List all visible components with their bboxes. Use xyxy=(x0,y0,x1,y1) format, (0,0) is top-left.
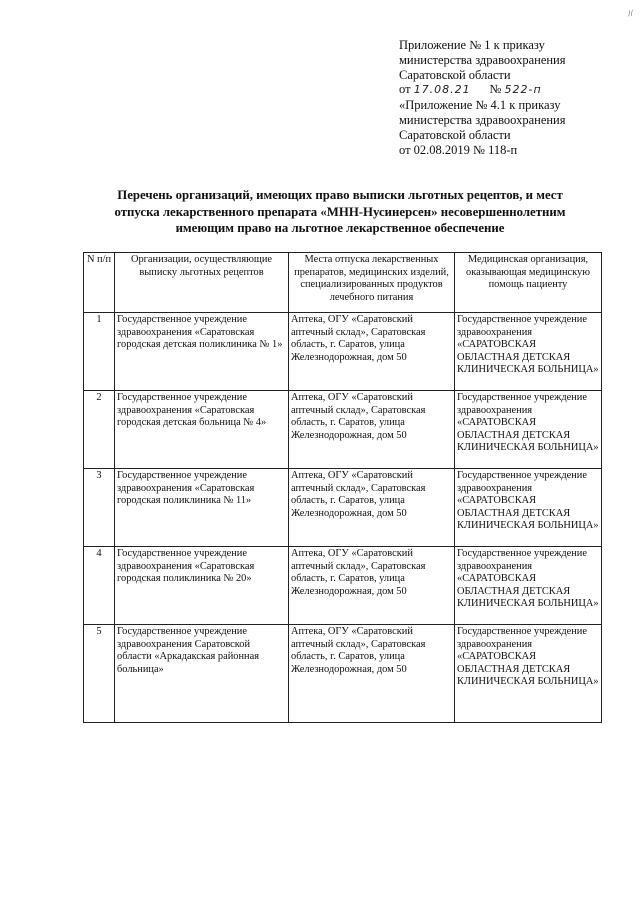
row-medical-org: Государственное учреждение здравоохранения «САРАТОВСКАЯ ОБЛАСТНАЯ ДЕТСКАЯ КЛИНИЧЕСКАЯ БОЛЬНИЦА» xyxy=(455,625,602,723)
organizations-table xyxy=(83,252,602,723)
order-header xyxy=(399,38,629,157)
title-line-3: имеющим право на льготное лекарственное обеспечение xyxy=(175,221,505,235)
table-row xyxy=(84,391,602,469)
header-line-7: Саратовской области xyxy=(399,127,511,142)
table-row xyxy=(84,625,602,723)
ot-label: от xyxy=(399,82,411,97)
header-medical-organization: Медицинская организация, оказывающая медицинскую помощь пациенту xyxy=(455,253,602,313)
title-line-2: отпуска лекарственного препарата «МНН-Нусинерсен» несовершеннолетним xyxy=(114,204,566,219)
row-number: 4 xyxy=(84,547,115,625)
handwritten-date: 17.08.21 xyxy=(413,83,471,97)
header-number: N п/п xyxy=(84,253,115,313)
header-date-line xyxy=(399,82,629,98)
no-label: № xyxy=(489,82,502,97)
table-header-row xyxy=(84,253,602,313)
row-medical-org: Государственное учреждение здравоохранения «САРАТОВСКАЯ ОБЛАСТНАЯ ДЕТСКАЯ КЛИНИЧЕСКАЯ БОЛЬНИЦА» xyxy=(455,469,602,547)
row-place: Аптека, ОГУ «Саратовский аптечный склад», Саратовская область, г. Саратов, улица Железнодорожная, дом 50 xyxy=(289,313,455,391)
row-number: 3 xyxy=(84,469,115,547)
row-place: Аптека, ОГУ «Саратовский аптечный склад», Саратовская область, г. Саратов, улица Железнодорожная, дом 50 xyxy=(289,391,455,469)
header-line-6: министерства здравоохранения xyxy=(399,112,566,127)
row-organization: Государственное учреждение здравоохранения «Саратовская городская поликлиника № 11» xyxy=(115,469,289,547)
row-medical-org: Государственное учреждение здравоохранения «САРАТОВСКАЯ ОБЛАСТНАЯ ДЕТСКАЯ КЛИНИЧЕСКАЯ БОЛЬНИЦА» xyxy=(455,547,602,625)
header-line-3: Саратовской области xyxy=(399,67,511,82)
table-row xyxy=(84,313,602,391)
row-number: 2 xyxy=(84,391,115,469)
row-number: 1 xyxy=(84,313,115,391)
header-line-1: Приложение № 1 к приказу xyxy=(399,38,545,52)
row-organization: Государственное учреждение здравоохранения «Саратовская городская детская поликлиника № 1» xyxy=(115,313,289,391)
handwritten-number: 522-п xyxy=(504,83,542,97)
row-place: Аптека, ОГУ «Саратовский аптечный склад», Саратовская область, г. Саратов, улица Железнодорожная, дом 50 xyxy=(289,547,455,625)
row-organization: Государственное учреждение здравоохранения «Саратовская городская поликлиника № 20» xyxy=(115,547,289,625)
row-place: Аптека, ОГУ «Саратовский аптечный склад», Саратовская область, г. Саратов, улица Железнодорожная, дом 50 xyxy=(289,625,455,723)
header-line-8: от 02.08.2019 № 118-п xyxy=(399,142,518,157)
row-place: Аптека, ОГУ «Саратовский аптечный склад», Саратовская область, г. Саратов, улица Железнодорожная, дом 50 xyxy=(289,469,455,547)
header-line-2: министерства здравоохранения xyxy=(399,52,566,67)
table-row xyxy=(84,469,602,547)
header-dispensing-places: Места отпуска лекарственных препаратов, медицинских изделий, специализированных продуктов лечебного питания xyxy=(289,253,455,313)
document-title xyxy=(40,187,640,237)
table-row xyxy=(84,547,602,625)
header-organizations: Организации, осуществляющие выписку льготных рецептов xyxy=(115,253,289,313)
title-line-1: Перечень организаций, имеющих право выписки льготных рецептов, и мест xyxy=(117,188,563,202)
row-medical-org: Государственное учреждение здравоохранения «САРАТОВСКАЯ ОБЛАСТНАЯ ДЕТСКАЯ КЛИНИЧЕСКАЯ БОЛЬНИЦА» xyxy=(455,313,602,391)
row-medical-org: Государственное учреждение здравоохранения «САРАТОВСКАЯ ОБЛАСТНАЯ ДЕТСКАЯ КЛИНИЧЕСКАЯ БОЛЬНИЦА» xyxy=(455,391,602,469)
row-organization: Государственное учреждение здравоохранения Саратовской области «Аркадакская районная больница» xyxy=(115,625,289,723)
corner-mark: // xyxy=(627,7,634,19)
header-line-5: «Приложение № 4.1 к приказу xyxy=(399,98,561,113)
row-number: 5 xyxy=(84,625,115,723)
row-organization: Государственное учреждение здравоохранения «Саратовская городская детская больница № 4» xyxy=(115,391,289,469)
